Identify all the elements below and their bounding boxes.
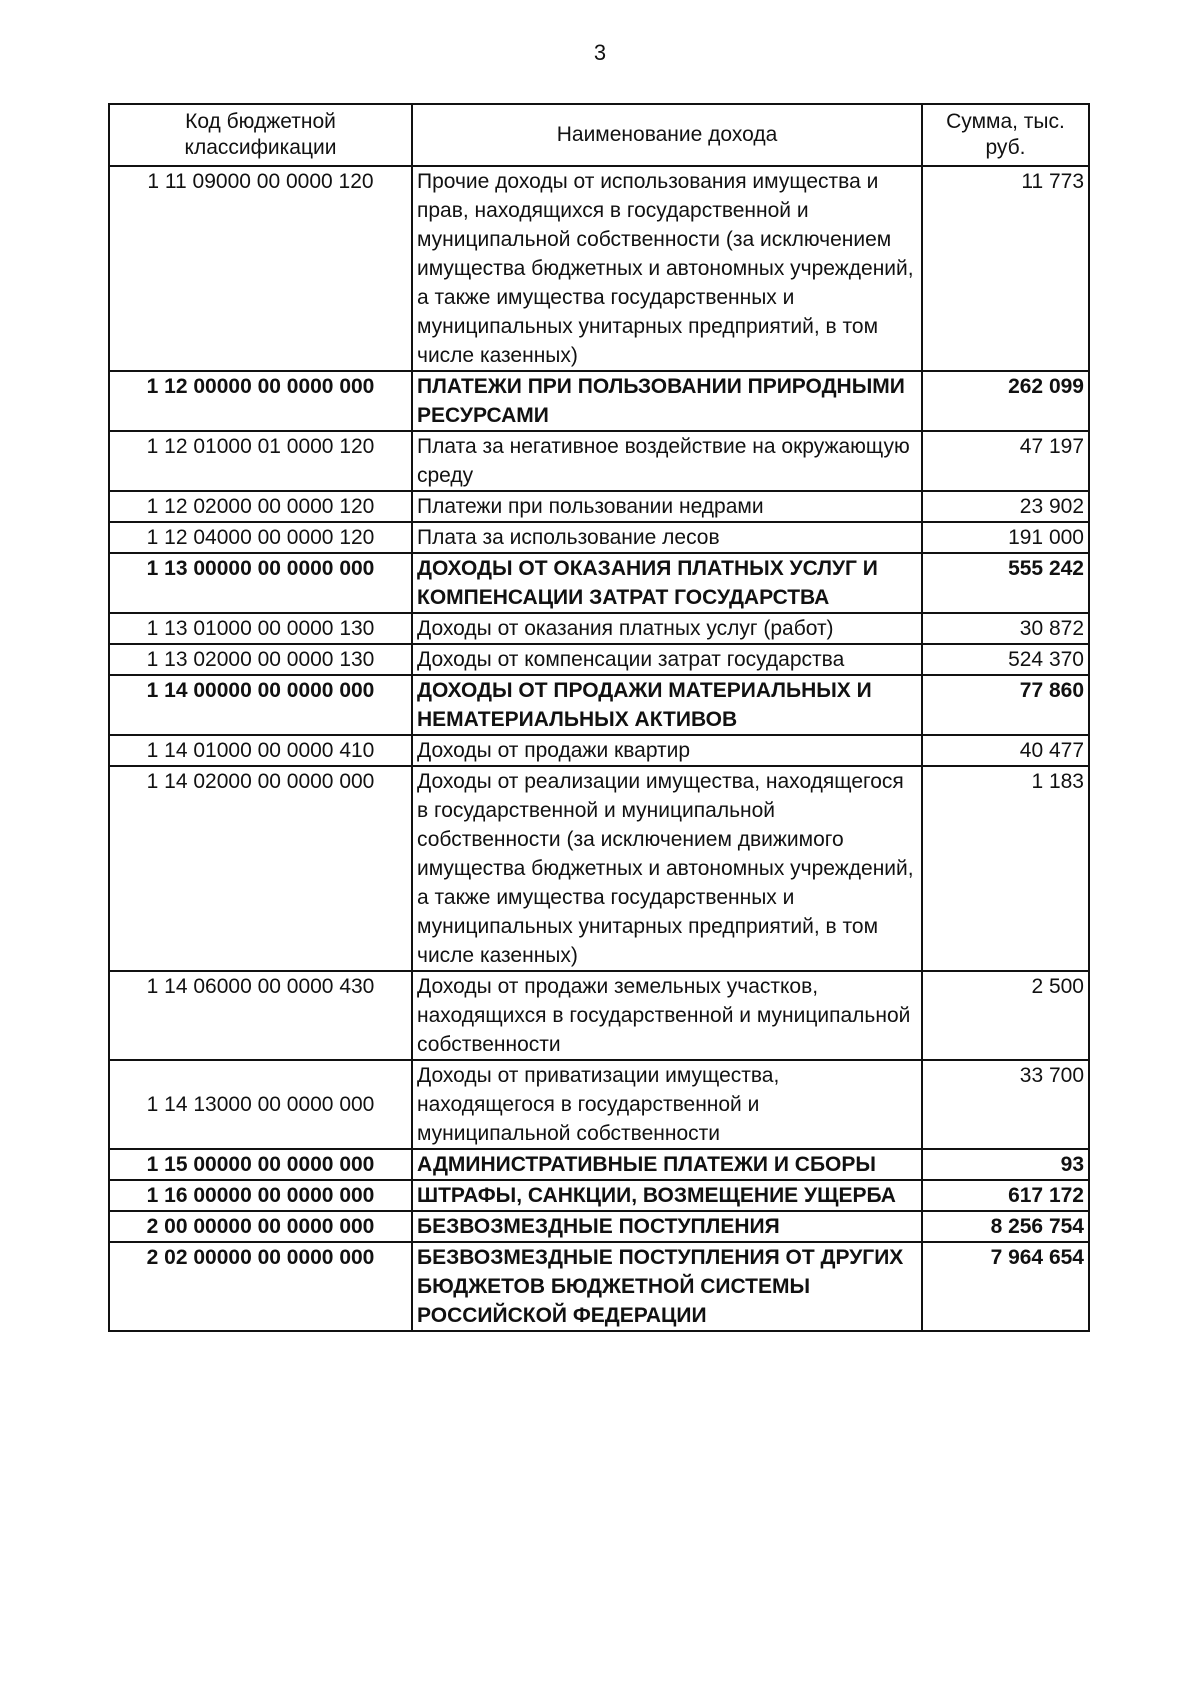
- header-name: Наименование дохода: [412, 104, 922, 166]
- table-row: [109, 166, 1089, 371]
- row-name: Доходы от компенсации затрат государства: [412, 644, 922, 675]
- page-number: 3: [593, 40, 607, 65]
- table-row: [109, 971, 1089, 1060]
- row-sum: 7 964 654: [922, 1242, 1089, 1331]
- row-name: Плата за негативное воздействие на окружающую среду: [412, 431, 922, 491]
- row-code: 2 00 00000 00 0000 000: [109, 1211, 412, 1242]
- row-name: Доходы от реализации имущества, находящегося в государственной и муниципальной собственности (за исключением движимого имущества бюджетных и автономных учреждений, а также имущества государственных и муниципальных унитарных предприятий, в том числе казенных): [412, 766, 922, 971]
- row-sum: 93: [922, 1149, 1089, 1180]
- table-row: [109, 1060, 1089, 1149]
- row-sum: 191 000: [922, 522, 1089, 553]
- row-name: ДОХОДЫ ОТ ПРОДАЖИ МАТЕРИАЛЬНЫХ И НЕМАТЕРИАЛЬНЫХ АКТИВОВ: [412, 675, 922, 735]
- row-name: ПЛАТЕЖИ ПРИ ПОЛЬЗОВАНИИ ПРИРОДНЫМИ РЕСУРСАМИ: [412, 371, 922, 431]
- table-row: [109, 675, 1089, 735]
- row-name: Доходы от продажи земельных участков, находящихся в государственной и муниципальной собственности: [412, 971, 922, 1060]
- row-name: Доходы от продажи квартир: [412, 735, 922, 766]
- row-sum: 40 477: [922, 735, 1089, 766]
- row-sum: 8 256 754: [922, 1211, 1089, 1242]
- row-code: 1 14 01000 00 0000 410: [109, 735, 412, 766]
- row-name: Прочие доходы от использования имущества и прав, находящихся в государственной и муниципальной собственности (за исключением имущества бюджетных и автономных учреждений, а также имущества государственных и муниципальных унитарных предприятий, в том числе казенных): [412, 166, 922, 371]
- row-code: 1 11 09000 00 0000 120: [109, 166, 412, 371]
- revenue-table: [108, 103, 1090, 1332]
- row-code: 1 12 02000 00 0000 120: [109, 491, 412, 522]
- row-code: 1 12 01000 01 0000 120: [109, 431, 412, 491]
- row-sum: 555 242: [922, 553, 1089, 613]
- row-sum: 30 872: [922, 613, 1089, 644]
- row-code: 1 14 06000 00 0000 430: [109, 971, 412, 1060]
- table-row: [109, 1242, 1089, 1331]
- row-name: Платежи при пользовании недрами: [412, 491, 922, 522]
- row-code: 1 14 02000 00 0000 000: [109, 766, 412, 971]
- row-name: АДМИНИСТРАТИВНЫЕ ПЛАТЕЖИ И СБОРЫ: [412, 1149, 922, 1180]
- table-row: [109, 371, 1089, 431]
- revenue-table-container: [108, 103, 1088, 1332]
- row-code: 1 13 00000 00 0000 000: [109, 553, 412, 613]
- table-row: [109, 644, 1089, 675]
- row-code: 1 12 00000 00 0000 000: [109, 371, 412, 431]
- row-code: 1 16 00000 00 0000 000: [109, 1180, 412, 1211]
- row-code: 1 15 00000 00 0000 000: [109, 1149, 412, 1180]
- row-sum: 23 902: [922, 491, 1089, 522]
- row-code: 1 14 13000 00 0000 000: [109, 1060, 412, 1149]
- table-row: [109, 491, 1089, 522]
- row-sum: 2 500: [922, 971, 1089, 1060]
- table-row: [109, 613, 1089, 644]
- row-code: 1 13 02000 00 0000 130: [109, 644, 412, 675]
- table-header-row: [109, 104, 1089, 166]
- row-sum: 617 172: [922, 1180, 1089, 1211]
- row-code: 2 02 00000 00 0000 000: [109, 1242, 412, 1331]
- table-row: [109, 431, 1089, 491]
- row-sum: 11 773: [922, 166, 1089, 371]
- row-name: Доходы от приватизации имущества, находящегося в государственной и муниципальной собственности: [412, 1060, 922, 1149]
- row-code: 1 14 00000 00 0000 000: [109, 675, 412, 735]
- table-row: [109, 522, 1089, 553]
- row-code: 1 13 01000 00 0000 130: [109, 613, 412, 644]
- table-row: [109, 1180, 1089, 1211]
- header-code: Код бюджетной классификации: [109, 104, 412, 166]
- row-sum: 47 197: [922, 431, 1089, 491]
- table-row: [109, 553, 1089, 613]
- header-sum: Сумма, тыс. руб.: [922, 104, 1089, 166]
- row-name: ДОХОДЫ ОТ ОКАЗАНИЯ ПЛАТНЫХ УСЛУГ И КОМПЕНСАЦИИ ЗАТРАТ ГОСУДАРСТВА: [412, 553, 922, 613]
- row-sum: 1 183: [922, 766, 1089, 971]
- row-name: ШТРАФЫ, САНКЦИИ, ВОЗМЕЩЕНИЕ УЩЕРБА: [412, 1180, 922, 1211]
- row-name: Плата за использование лесов: [412, 522, 922, 553]
- row-sum: 524 370: [922, 644, 1089, 675]
- table-row: [109, 735, 1089, 766]
- row-sum: 33 700: [922, 1060, 1089, 1149]
- table-row: [109, 1211, 1089, 1242]
- table-row: [109, 766, 1089, 971]
- row-name: БЕЗВОЗМЕЗДНЫЕ ПОСТУПЛЕНИЯ: [412, 1211, 922, 1242]
- row-name: БЕЗВОЗМЕЗДНЫЕ ПОСТУПЛЕНИЯ ОТ ДРУГИХ БЮДЖЕТОВ БЮДЖЕТНОЙ СИСТЕМЫ РОССИЙСКОЙ ФЕДЕРАЦИИ: [412, 1242, 922, 1331]
- row-name: Доходы от оказания платных услуг (работ): [412, 613, 922, 644]
- row-sum: 77 860: [922, 675, 1089, 735]
- row-sum: 262 099: [922, 371, 1089, 431]
- row-code: 1 12 04000 00 0000 120: [109, 522, 412, 553]
- table-row: [109, 1149, 1089, 1180]
